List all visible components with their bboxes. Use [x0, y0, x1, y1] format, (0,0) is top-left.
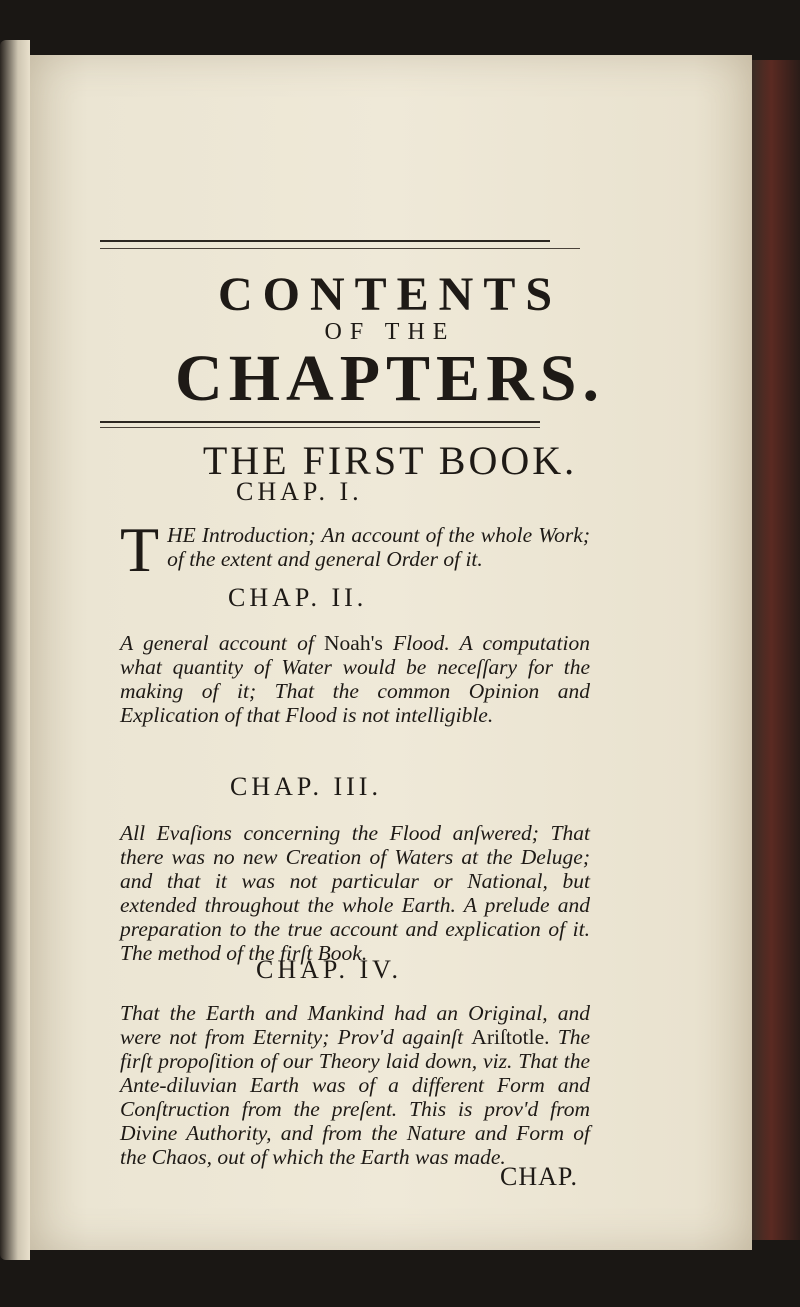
book-left-edge — [0, 40, 30, 1260]
chapter-4-text-b: The firſt propoſition of our Theory laid down, viz. That the Ante-diluvian Earth was of a different Form and Conſtruction from the preſent. This is prov'd from Divine Authority, and from the Nature and Form of the Chaos, out of which the Earth was made. — [120, 1025, 591, 1169]
top-rule — [100, 240, 550, 242]
chapter-3-text: All Evaſions concerning the Flood anſwered; That there was no new Creation of Waters at the Deluge; and that it was not particular or National, but extended throughout the whole Earth. A prelude and preparation to the true account and explication of it. The method of the firſt Book. — [120, 821, 590, 965]
heading-of-the: OF THE — [324, 319, 456, 345]
chapter-2-summary — [120, 631, 590, 727]
book-right-edge — [752, 60, 800, 1240]
chapter-1-text: HE Introduction; An account of the whole Work; of the extent and general Order of it. — [167, 523, 590, 571]
chapter-3-summary — [120, 821, 590, 965]
chapter-4-text-a: That the Earth and Mankind had an Original, and were not from Eternity; Prov'd againſt — [120, 1001, 590, 1049]
chapter-4-label: CHAP. IV. — [256, 955, 403, 984]
heading-bottom-rule — [100, 421, 540, 423]
catchword: CHAP. — [500, 1162, 578, 1191]
book-title: THE FIRST BOOK. — [202, 438, 578, 483]
chapter-1-dropcap: T — [120, 514, 160, 585]
heading-bottom-rule-double — [100, 427, 540, 428]
top-rule-double — [100, 248, 580, 249]
chapter-3-label: CHAP. III. — [230, 772, 382, 801]
chapter-2-label: CHAP. II. — [228, 583, 368, 612]
chapter-1-label: CHAP. I. — [236, 477, 363, 506]
heading-chapters: CHAPTERS. — [175, 342, 605, 415]
heading-contents: CONTENTS — [217, 268, 563, 321]
chapter-2-text-a: A general account of — [120, 631, 325, 655]
chapter-2-text-name: Noah's — [324, 631, 383, 655]
chapter-4-summary — [120, 1001, 590, 1169]
chapter-4-text-name: Ariſtotle. — [471, 1025, 550, 1049]
chapter-1-summary — [120, 514, 590, 585]
chapter-2-text-b: Flood. A computation what quantity of Water would be neceſſary for the making of it; That the common Opinion and Explication of that Flood is not intelligible. — [120, 631, 591, 727]
book-page — [30, 55, 752, 1250]
